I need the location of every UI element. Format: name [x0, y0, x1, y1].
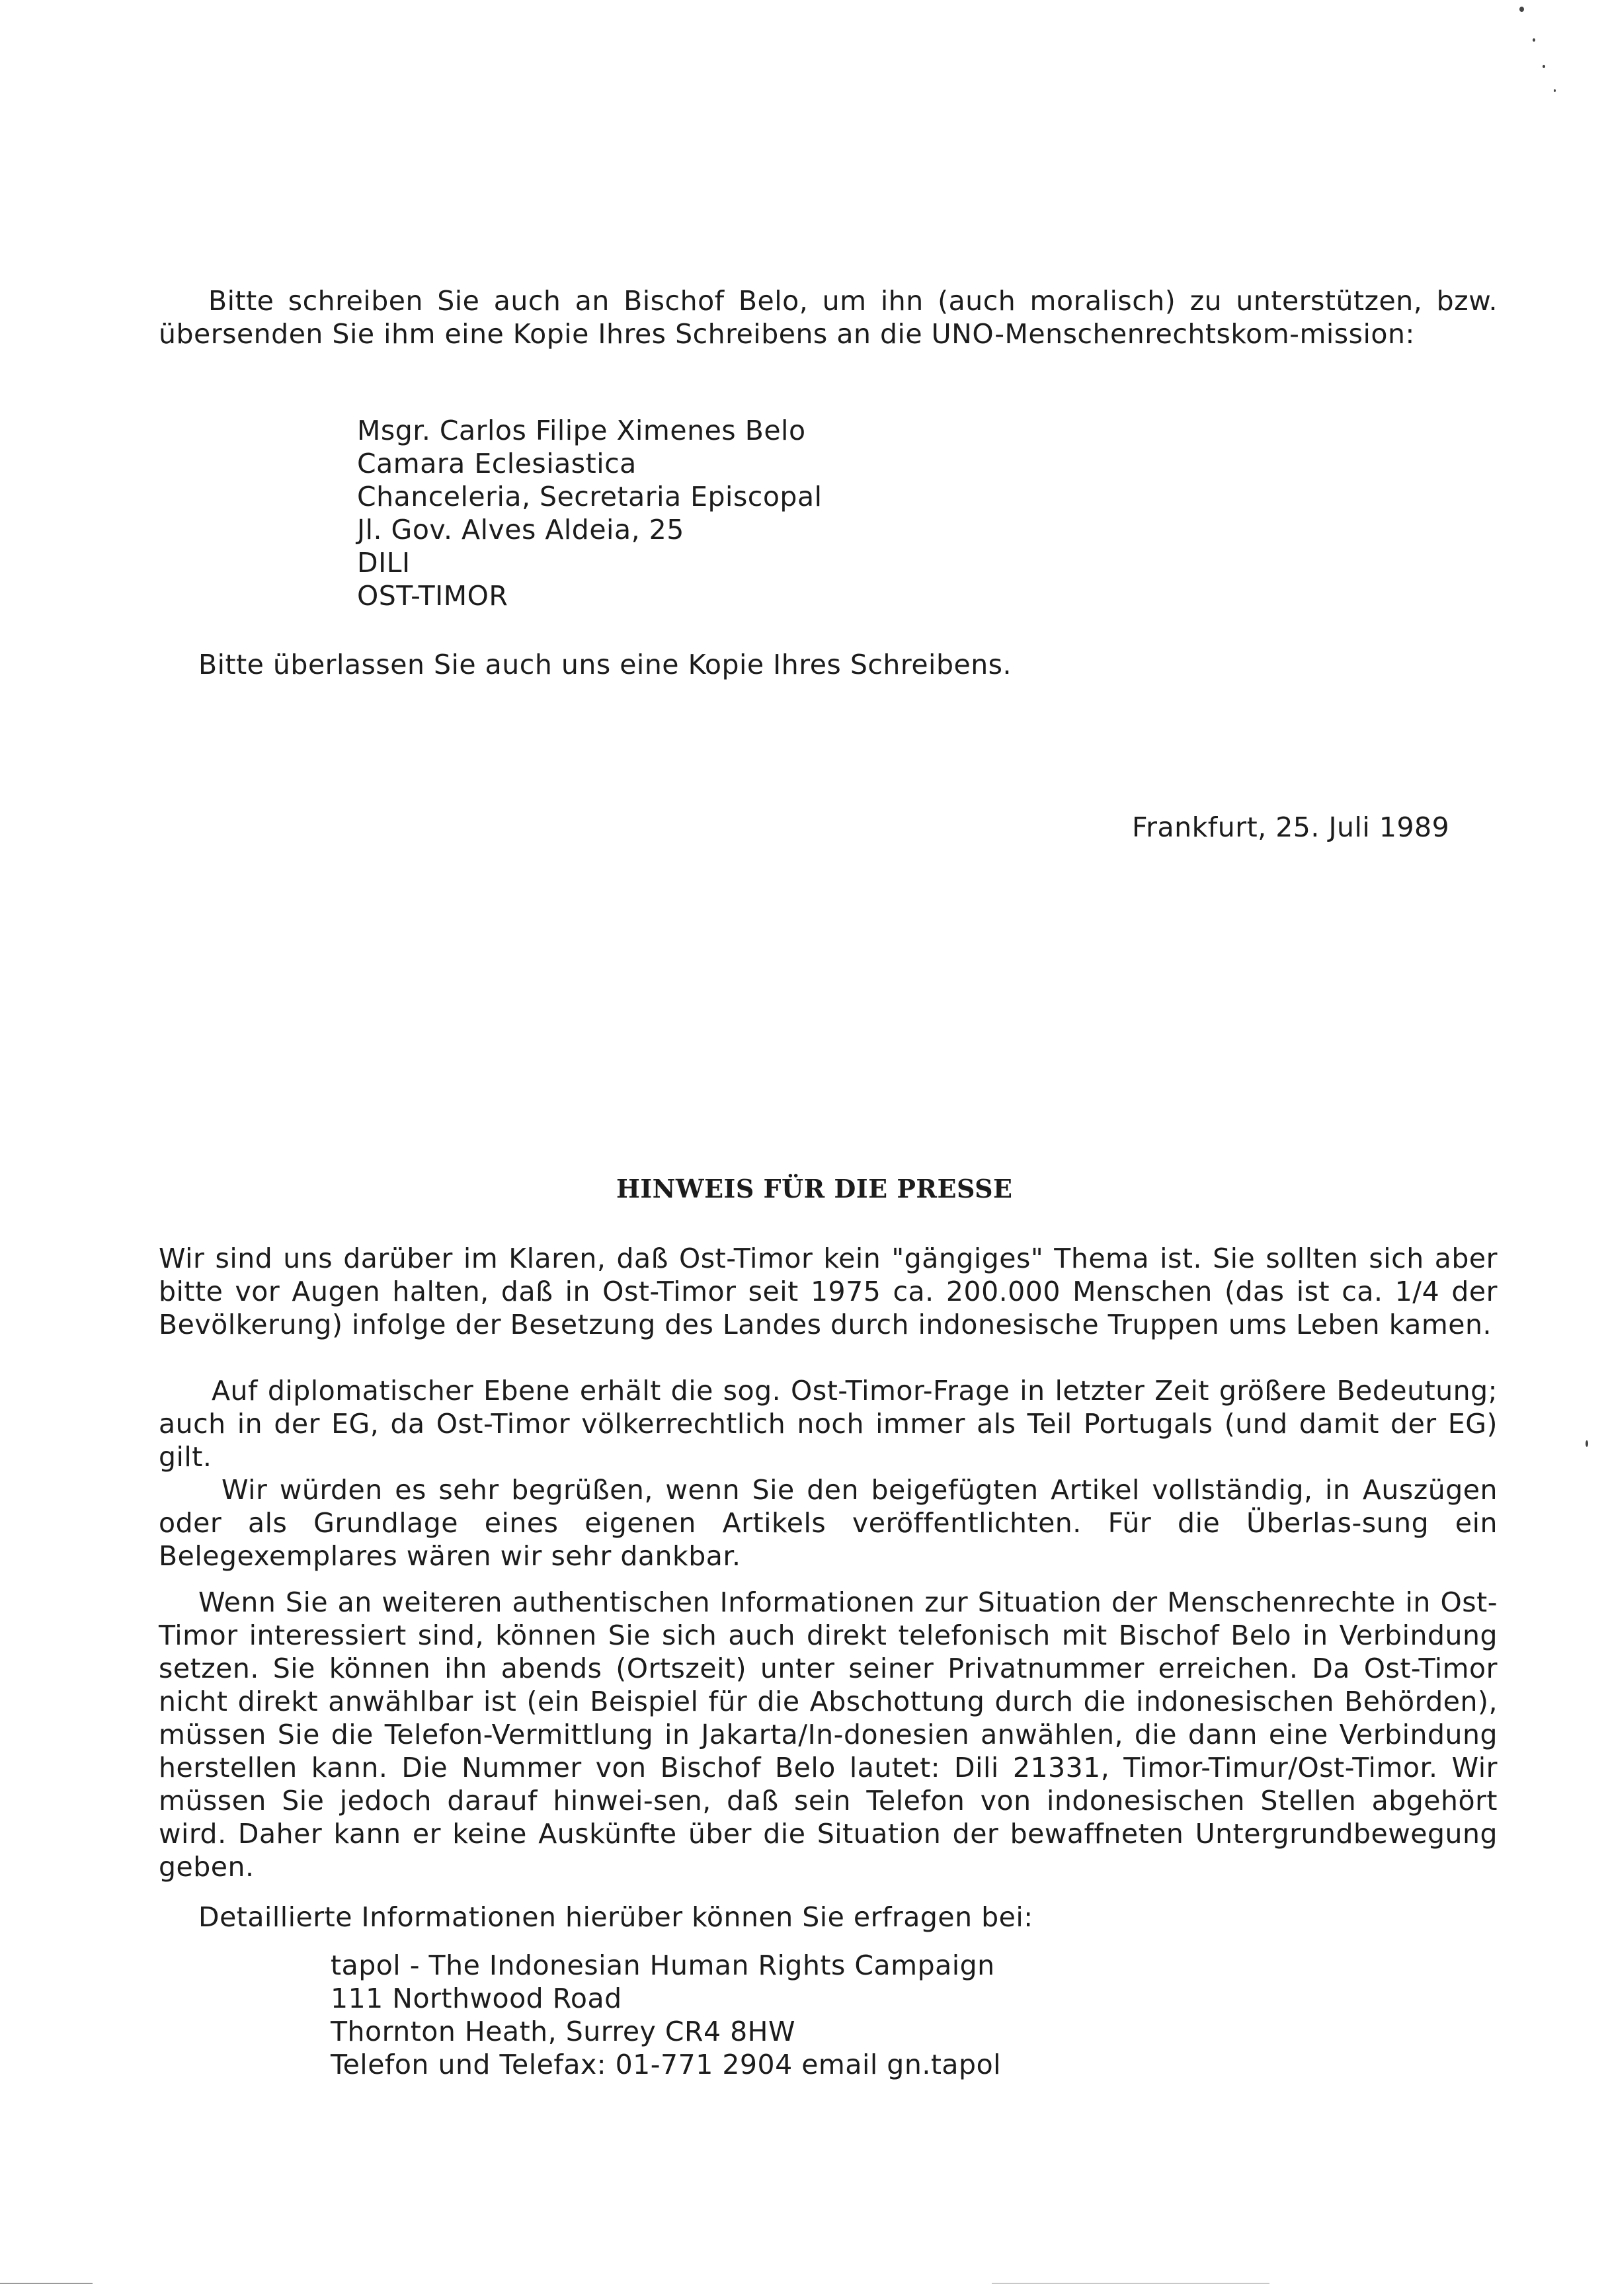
scan-edge-line [992, 2283, 1269, 2284]
bishop-address [357, 414, 822, 612]
address-line: OST-TIMOR [357, 580, 508, 612]
scan-speck [1554, 89, 1556, 92]
scan-speck [1543, 65, 1545, 68]
tapol-contact [331, 1949, 1001, 2081]
copy-request: Bitte überlassen Sie auch uns eine Kopie Ihres Schreibens. [198, 649, 1012, 680]
press-heading: HINWEIS FÜR DIE PRESSE [616, 1174, 1013, 1204]
intro-paragraph: Bitte schreiben Sie auch an Bischof Belo, um ihn (auch moralisch) zu unterstützen, bzw. übersenden Sie ihm eine Kopie Ihres Schreibens an die UNO-Menschenrechtskom-mission: [159, 285, 1498, 350]
address-line: Msgr. Carlos Filipe Ximenes Belo [357, 415, 806, 446]
contact-line: 111 Northwood Road [331, 1983, 622, 2014]
address-line: DILI [357, 547, 411, 579]
press-paragraph-3: Wir würden es sehr begrüßen, wenn Sie den beigefügten Artikel vollständig, in Auszügen oder als Grundlage eines eigenen Artikels veröffentlichten. Für die Überlas-sung ein Belegexemplares wären wir sehr dankbar. [159, 1474, 1498, 1572]
address-line: Camara Eclesiastica [357, 448, 637, 479]
address-line: Chanceleria, Secretaria Episcopal [357, 481, 823, 512]
press-paragraph-5: Detaillierte Informationen hierüber können Sie erfragen bei: [198, 1901, 1033, 1933]
press-paragraph-2: Auf diplomatischer Ebene erhält die sog. Ost-Timor-Frage in letzter Zeit größere Bedeutung; auch in der EG, da Ost-Timor völkerrechtlich noch immer als Teil Portugals (und damit der EG) gilt. [159, 1375, 1498, 1473]
scan-speck [1519, 7, 1524, 12]
address-line: Jl. Gov. Alves Aldeia, 25 [357, 514, 684, 546]
press-paragraph-1: Wir sind uns darüber im Klaren, daß Ost-Timor kein "gängiges" Thema ist. Sie sollten sich aber bitte vor Augen halten, daß in Ost-Timor seit 1975 ca. 200.000 Menschen (das ist ca. 1/4 der Bevölkerung) infolge der Besetzung des Landes durch indonesische Truppen ums Leben kamen. [159, 1243, 1498, 1340]
place-date: Frankfurt, 25. Juli 1989 [1132, 811, 1450, 843]
scan-speck [1586, 1440, 1588, 1447]
contact-line: Telefon und Telefax: 01-771 2904 email gn.tapol [331, 2049, 1002, 2080]
scan-edge-line [0, 2283, 93, 2284]
press-paragraph-4: Wenn Sie an weiteren authentischen Informationen zur Situation der Menschenrechte in Ost-Timor interessiert sind, können Sie sich auch direkt telefonisch mit Bischof Belo in Verbindung setzen. Sie können ihn abends (Ortszeit) unter seiner Privatnummer erreichen. Da Ost-Timor nicht direkt anwählbar ist (ein Beispiel für die Abschottung durch die indonesischen Behörden), müssen Sie die Telefon-Vermittlung in Jakarta/In-donesien anwählen, die dann eine Verbindung herstellen kann. Die Nummer von Bischof Belo lautet: Dili 21331, Timor-Timur/Ost-Timor. Wir müssen Sie jedoch darauf hinwei-sen, daß sein Telefon von indonesischen Stellen abgehört wird. Daher kann er keine Auskünfte über die Situation der bewaffneten Untergrundbewegung geben. [159, 1586, 1498, 1883]
contact-line: tapol - The Indonesian Human Rights Campaign [331, 1949, 995, 1981]
scan-speck [1533, 38, 1535, 42]
contact-line: Thornton Heath, Surrey CR4 8HW [331, 2016, 796, 2047]
